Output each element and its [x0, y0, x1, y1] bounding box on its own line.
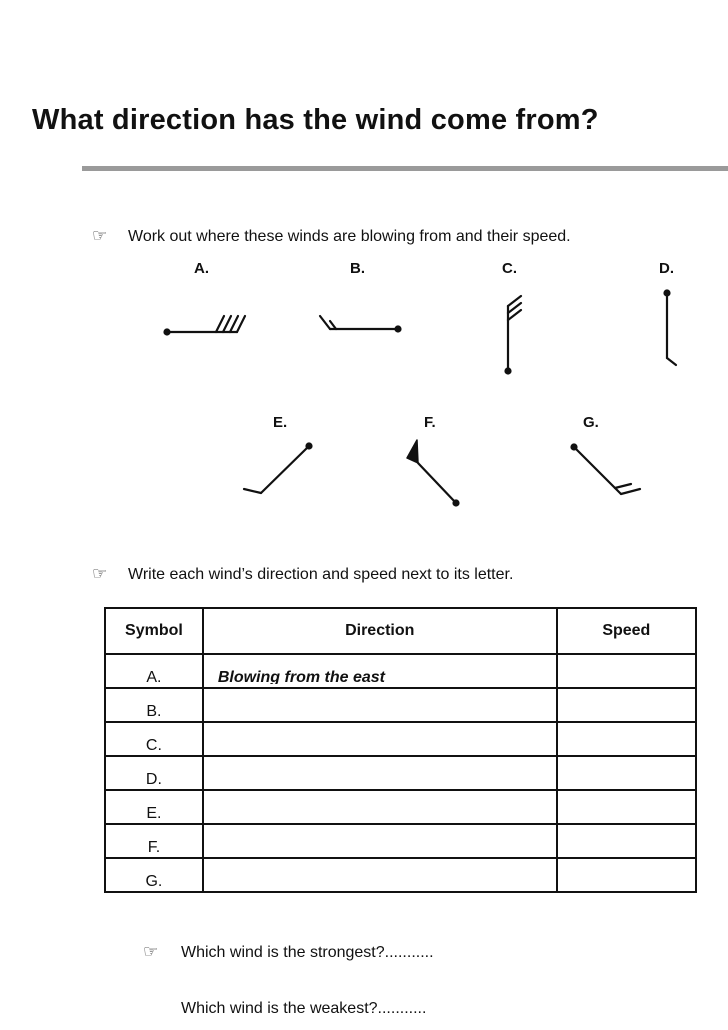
table-header-row	[105, 608, 696, 654]
symbol-label-c: C.	[502, 260, 517, 277]
page-title: What direction has the wind come from?	[32, 104, 599, 136]
wind-barb-f	[407, 440, 459, 506]
row-symbol: F.	[105, 824, 203, 858]
table-row	[105, 858, 696, 892]
wind-barb-g	[572, 445, 641, 495]
row-direction[interactable]	[203, 790, 557, 824]
instruction-1-text: Work out where these winds are blowing from and their speed.	[128, 228, 571, 245]
wind-barb-c	[506, 296, 522, 374]
header-symbol: Symbol	[105, 608, 203, 654]
pointing-hand-icon: ☞	[92, 564, 108, 583]
symbol-label-f: F.	[424, 414, 436, 431]
wind-barb-b	[320, 316, 401, 332]
header-direction: Direction	[203, 608, 557, 654]
instruction-2-text: Write each wind’s direction and speed next to its letter.	[128, 566, 514, 583]
table-row	[105, 654, 696, 688]
pointing-hand-icon: ☞	[143, 942, 159, 961]
table-row	[105, 790, 696, 824]
row-speed[interactable]	[557, 722, 696, 756]
row-symbol: A.	[105, 654, 203, 688]
row-direction[interactable]	[203, 722, 557, 756]
instruction-2	[92, 564, 513, 584]
wind-barb-e	[244, 444, 312, 494]
table-row	[105, 824, 696, 858]
row-symbol: C.	[105, 722, 203, 756]
row-speed[interactable]	[557, 790, 696, 824]
row-speed[interactable]	[557, 824, 696, 858]
wind-barb-d	[665, 291, 677, 366]
row-symbol: G.	[105, 858, 203, 892]
symbol-label-b: B.	[350, 260, 365, 277]
row-direction[interactable]	[203, 688, 557, 722]
table-row	[105, 722, 696, 756]
symbol-label-g: G.	[583, 414, 599, 431]
table-row	[105, 756, 696, 790]
symbol-label-a: A.	[194, 260, 209, 277]
row-speed[interactable]	[557, 858, 696, 892]
question-strongest	[143, 942, 434, 962]
wind-barb-a	[165, 316, 246, 335]
table-row	[105, 688, 696, 722]
row-direction[interactable]	[203, 858, 557, 892]
row-speed[interactable]	[557, 688, 696, 722]
row-symbol: D.	[105, 756, 203, 790]
symbol-label-d: D.	[659, 260, 674, 277]
row-speed[interactable]	[557, 756, 696, 790]
row-speed[interactable]	[557, 654, 696, 688]
symbol-label-e: E.	[273, 414, 288, 431]
wind-answer-table	[104, 607, 697, 893]
row-symbol: E.	[105, 790, 203, 824]
question-weakest: Which wind is the weakest?...........	[181, 1000, 427, 1017]
row-direction[interactable]	[203, 756, 557, 790]
row-symbol: B.	[105, 688, 203, 722]
question-strongest-text: Which wind is the strongest?...........	[181, 944, 434, 961]
row-direction[interactable]	[203, 824, 557, 858]
row-direction[interactable]: Blowing from the east	[203, 654, 557, 688]
header-speed: Speed	[557, 608, 696, 654]
pointing-hand-icon: ☞	[92, 226, 108, 245]
